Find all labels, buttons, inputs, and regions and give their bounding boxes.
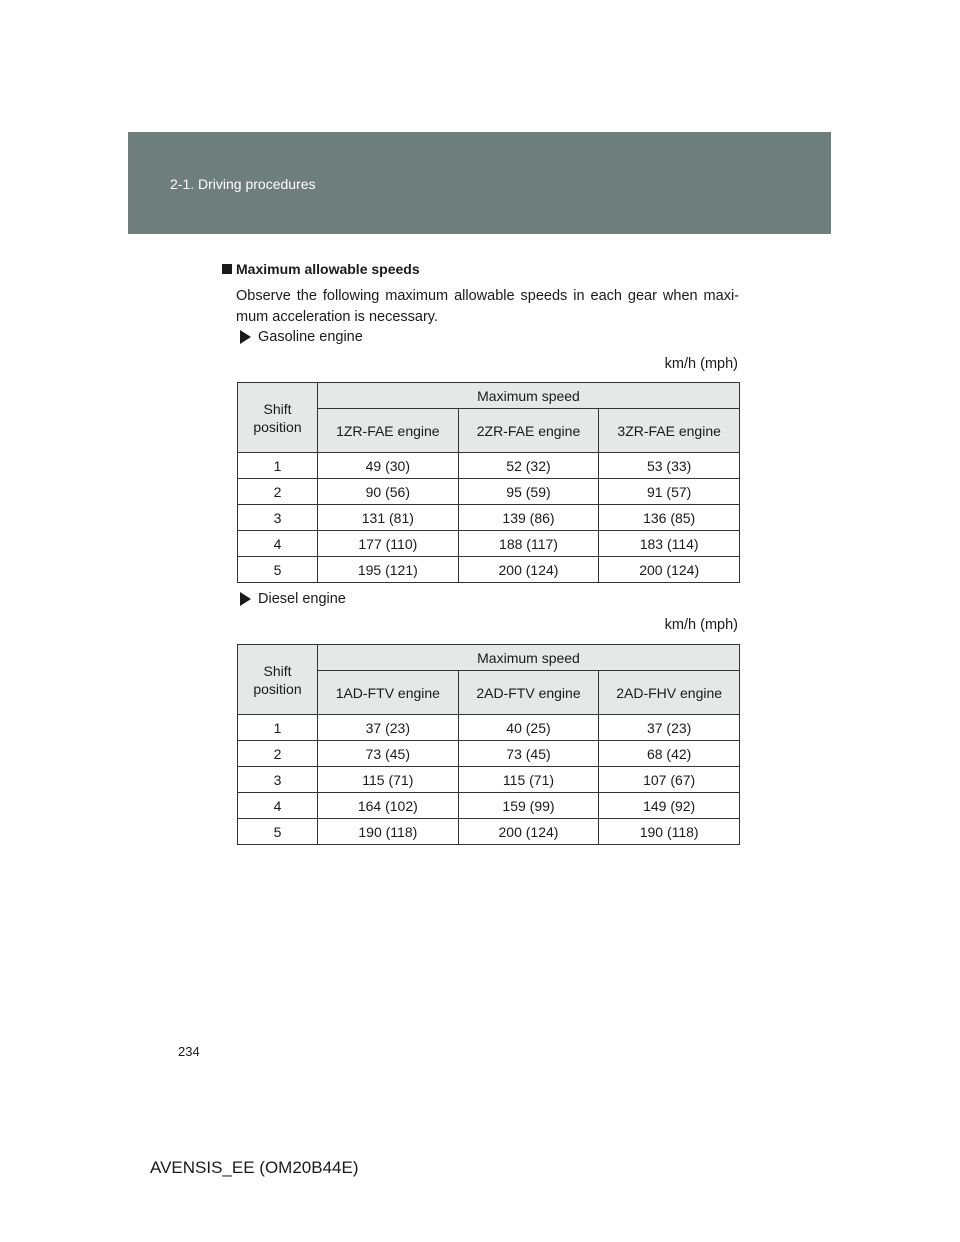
table-row — [238, 819, 740, 845]
table-row — [238, 479, 740, 505]
speed-cell: 131 (81) — [318, 505, 459, 531]
gear-cell: 1 — [238, 453, 318, 479]
diesel-subheading — [240, 591, 346, 607]
gasoline-unit: km/h (mph) — [664, 356, 738, 372]
speed-cell: 90 (56) — [318, 479, 459, 505]
speed-cell: 177 (110) — [318, 531, 459, 557]
section-title: 2-1. Driving procedures — [170, 176, 316, 192]
gasoline-subheading — [240, 329, 363, 345]
speed-cell: 183 (114) — [599, 531, 740, 557]
speed-cell: 53 (33) — [599, 453, 740, 479]
engine-header: 2AD-FTV engine — [458, 671, 599, 715]
diesel-table-body — [238, 715, 740, 845]
speed-cell: 200 (124) — [599, 557, 740, 583]
speed-cell: 73 (45) — [318, 741, 459, 767]
gasoline-table-body — [238, 453, 740, 583]
gear-cell: 2 — [238, 479, 318, 505]
intro-line-1: Observe the following maximum allowable speeds in each gear when maxi- — [236, 288, 739, 304]
speed-cell: 68 (42) — [599, 741, 740, 767]
table-row — [238, 453, 740, 479]
speed-cell: 200 (124) — [458, 819, 599, 845]
speed-cell: 195 (121) — [318, 557, 459, 583]
speed-cell: 190 (118) — [318, 819, 459, 845]
speed-cell: 52 (32) — [458, 453, 599, 479]
triangle-bullet-icon — [240, 592, 251, 606]
engine-header: 3ZR-FAE engine — [599, 409, 740, 453]
engine-header: 1ZR-FAE engine — [318, 409, 459, 453]
diesel-speed-table — [237, 644, 740, 845]
speed-cell: 95 (59) — [458, 479, 599, 505]
header-band — [128, 132, 831, 234]
speed-cell: 115 (71) — [318, 767, 459, 793]
speed-cell: 149 (92) — [599, 793, 740, 819]
speed-cell: 40 (25) — [458, 715, 599, 741]
gasoline-speed-table — [237, 382, 740, 583]
speed-cell: 107 (67) — [599, 767, 740, 793]
heading — [222, 261, 420, 277]
gear-cell: 4 — [238, 793, 318, 819]
engine-header: 2ZR-FAE engine — [458, 409, 599, 453]
gear-cell: 5 — [238, 557, 318, 583]
table-row — [238, 767, 740, 793]
speed-cell: 37 (23) — [599, 715, 740, 741]
table-row — [238, 741, 740, 767]
speed-cell: 200 (124) — [458, 557, 599, 583]
gear-cell: 2 — [238, 741, 318, 767]
table-row — [238, 505, 740, 531]
table-row — [238, 715, 740, 741]
engine-header: 1AD-FTV engine — [318, 671, 459, 715]
gear-cell: 3 — [238, 505, 318, 531]
diesel-unit: km/h (mph) — [664, 617, 738, 633]
gear-cell: 3 — [238, 767, 318, 793]
speed-cell: 37 (23) — [318, 715, 459, 741]
maximum-speed-header: Maximum speed — [318, 645, 740, 671]
speed-cell: 190 (118) — [599, 819, 740, 845]
gear-cell: 1 — [238, 715, 318, 741]
speed-cell: 115 (71) — [458, 767, 599, 793]
speed-cell: 91 (57) — [599, 479, 740, 505]
diesel-label: Diesel engine — [258, 591, 346, 607]
shift-position-header: Shift position — [238, 645, 318, 715]
shift-position-header: Shift position — [238, 383, 318, 453]
page-number: 234 — [178, 1044, 200, 1059]
speed-cell: 49 (30) — [318, 453, 459, 479]
gear-cell: 4 — [238, 531, 318, 557]
intro-paragraph — [236, 286, 739, 328]
table-row — [238, 557, 740, 583]
speed-cell: 188 (117) — [458, 531, 599, 557]
table-row — [238, 531, 740, 557]
speed-cell: 136 (85) — [599, 505, 740, 531]
engine-header: 2AD-FHV engine — [599, 671, 740, 715]
speed-cell: 159 (99) — [458, 793, 599, 819]
speed-cell: 73 (45) — [458, 741, 599, 767]
gear-cell: 5 — [238, 819, 318, 845]
square-bullet-icon — [222, 264, 232, 274]
table-row — [238, 793, 740, 819]
intro-line-2: mum acceleration is necessary. — [236, 309, 439, 325]
heading-text: Maximum allowable speeds — [236, 261, 420, 277]
speed-cell: 164 (102) — [318, 793, 459, 819]
maximum-speed-header: Maximum speed — [318, 383, 740, 409]
triangle-bullet-icon — [240, 330, 251, 344]
gasoline-label: Gasoline engine — [258, 329, 363, 345]
footer-model-code: AVENSIS_EE (OM20B44E) — [150, 1158, 359, 1177]
speed-cell: 139 (86) — [458, 505, 599, 531]
